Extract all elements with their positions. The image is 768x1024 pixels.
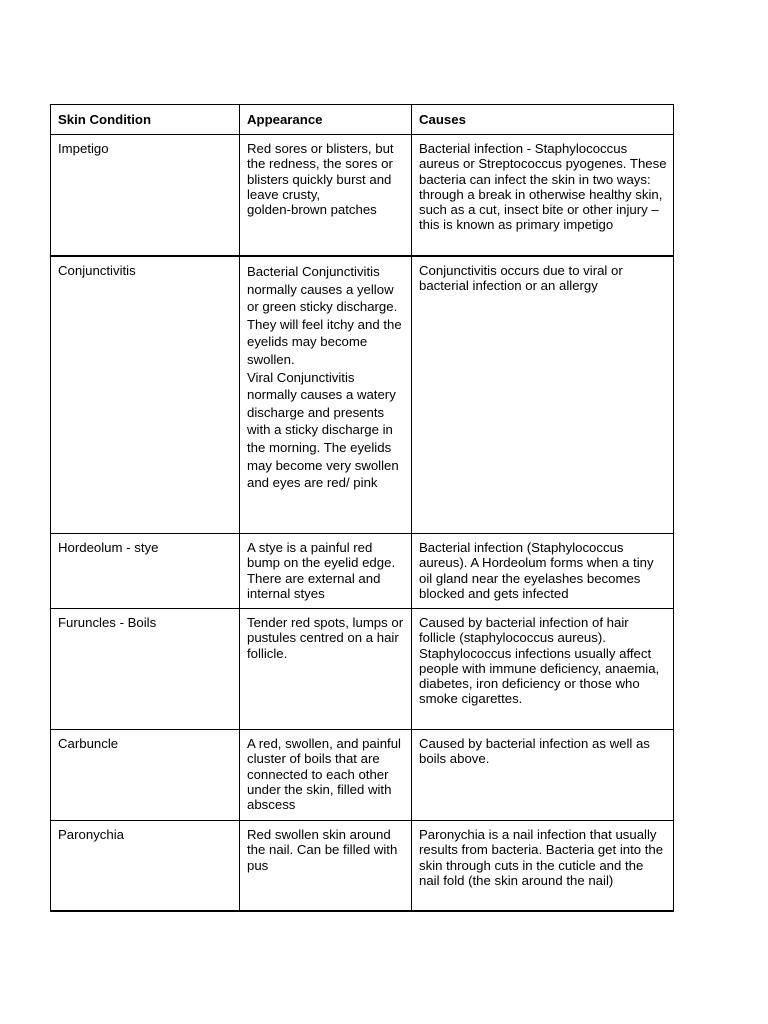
appearance-cell: Red sores or blisters, but the redness, the sores or blisters quickly burst and leave crusty, golden-brown patches bbox=[240, 135, 412, 257]
table-row bbox=[51, 730, 674, 821]
table-row bbox=[51, 609, 674, 730]
condition-cell: Furuncles - Boils bbox=[51, 609, 240, 730]
appearance-cell: Red swollen skin around the nail. Can be filled with pus bbox=[240, 821, 412, 912]
appearance-cell: A stye is a painful red bump on the eyelid edge. There are external and internal styes bbox=[240, 534, 412, 609]
condition-cell: Carbuncle bbox=[51, 730, 240, 821]
appearance-cell: Tender red spots, lumps or pustules centred on a hair follicle. bbox=[240, 609, 412, 730]
header-appearance: Appearance bbox=[240, 105, 412, 135]
table-row bbox=[51, 821, 674, 912]
causes-cell: Caused by bacterial infection of hair follicle (staphylococcus aureus). Staphylococcus infections usually affect people with immune deficiency, anaemia, diabetes, iron deficiency or those who smoke cigarettes. bbox=[412, 609, 674, 730]
header-skin-condition: Skin Condition bbox=[51, 105, 240, 135]
appearance-cell: Bacterial Conjunctivitis normally causes a yellow or green sticky discharge. They will feel itchy and the eyelids may become swollen. Viral Conjunctivitis normally causes a watery discharge and presents with a sticky discharge in the morning. The eyelids may become very swollen and eyes are red/ pink bbox=[240, 256, 412, 534]
table-row bbox=[51, 256, 674, 534]
causes-cell: Bacterial infection - Staphylococcus aureus or Streptococcus pyogenes. These bacteria can infect the skin in two ways: through a break in otherwise healthy skin, such as a cut, insect bite or other injury – this is known as primary impetigo bbox=[412, 135, 674, 257]
causes-cell: Conjunctivitis occurs due to viral or bacterial infection or an allergy bbox=[412, 256, 674, 534]
table-row bbox=[51, 135, 674, 257]
condition-cell: Conjunctivitis bbox=[51, 256, 240, 534]
condition-cell: Paronychia bbox=[51, 821, 240, 912]
causes-cell: Caused by bacterial infection as well as boils above. bbox=[412, 730, 674, 821]
header-causes: Causes bbox=[412, 105, 674, 135]
table-header-row bbox=[51, 105, 674, 135]
appearance-cell: A red, swollen, and painful cluster of boils that are connected to each other under the skin, filled with abscess bbox=[240, 730, 412, 821]
causes-cell: Bacterial infection (Staphylococcus aureus). A Hordeolum forms when a tiny oil gland near the eyelashes becomes blocked and gets infected bbox=[412, 534, 674, 609]
condition-cell: Hordeolum - stye bbox=[51, 534, 240, 609]
condition-cell: Impetigo bbox=[51, 135, 240, 257]
table-row bbox=[51, 534, 674, 609]
skin-conditions-table bbox=[50, 104, 674, 912]
causes-cell: Paronychia is a nail infection that usually results from bacteria. Bacteria get into the skin through cuts in the cuticle and the nail fold (the skin around the nail) bbox=[412, 821, 674, 912]
